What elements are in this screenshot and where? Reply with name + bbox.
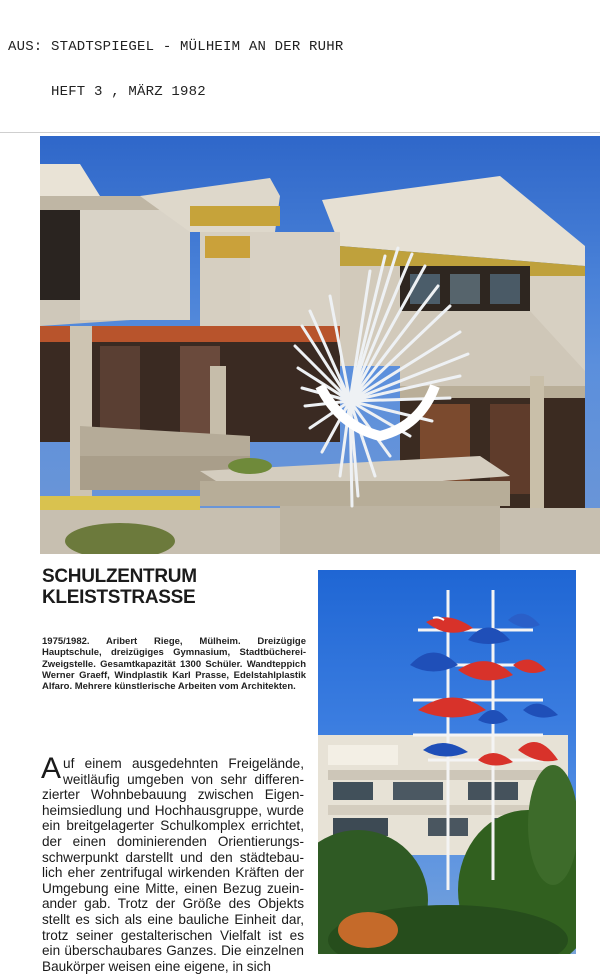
source-line: AUS: STADTSPIEGEL - MÜLHEIM AN DER RUHR (8, 39, 344, 55)
drop-cap: A (41, 752, 62, 785)
school-building-photo (40, 136, 600, 554)
school-building-illustration (40, 136, 600, 554)
title-line-2: KLEISTSTRASSE (42, 587, 196, 608)
body-text: uf einem ausgedehnten Freigelände, weitläufig umgeben von sehr differenzierter Wohnbebauung zwischen Eigenheimsiedlung und Hochhausgruppe, wurde ein breitgelagerter Schulkomplex errichtet, der einen dominierenden Orientierungsschwerpunkt darstellt und den städtebaulich eher zentrifugal wirkenden Kräften der Umgebung eine Mitte, einen Bezug zueinander gab. Trotz der Größe des Objekts stellt es sich als eine bauliche Einheit dar, trotz seiner gestalterischen Vielfalt ist es ein überschaubares Ganzes. Die einzelnen Baukörper weisen eine eigene, in sich (42, 756, 304, 974)
page-top-edge (0, 132, 600, 133)
wind-sculpture-illustration (318, 570, 576, 954)
wind-sculpture-photo (318, 570, 576, 954)
article-facts-caption: 1975/1982. Aribert Riege, Mülheim. Dreizügige Hauptschule, dreizügiges Gymnasium, Stadtbücherei-Zweigstelle. Gesamtkapazität 1300 Schüler. Wandteppich Werner Graeff, Windplastik Karl Prasse, Edelstahlplastik Alfaro. Mehrere künstlerische Arbeiten vom Architekten. (42, 636, 306, 693)
title-line-1: SCHULZENTRUM (42, 566, 197, 587)
article-body (41, 752, 304, 974)
article-title (42, 566, 312, 608)
typewritten-source-note (8, 10, 343, 115)
issue-line: HEFT 3 , MÄRZ 1982 (8, 84, 206, 100)
